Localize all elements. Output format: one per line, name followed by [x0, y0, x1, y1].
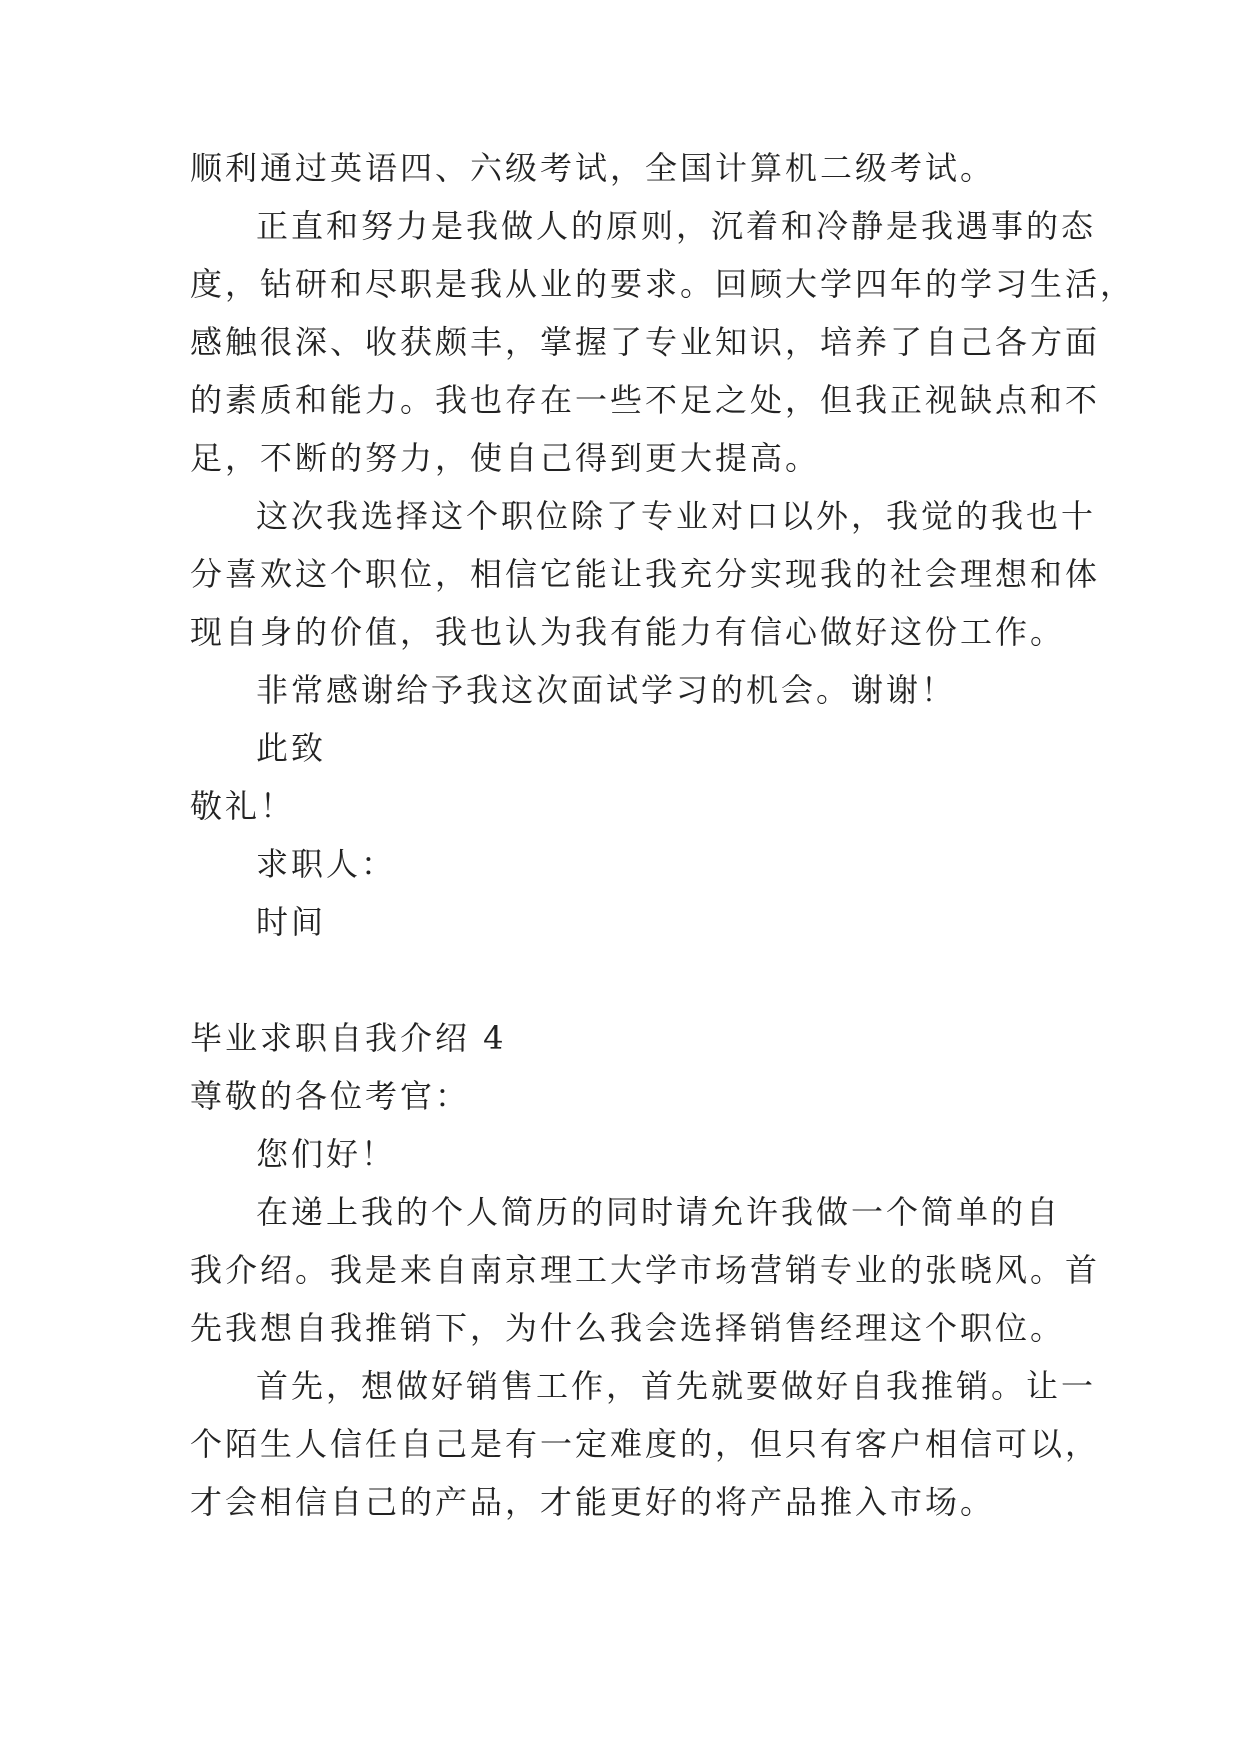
- paragraph-line: 非常感谢给予我这次面试学习的机会。谢谢！: [256, 671, 957, 709]
- signature-applicant: 求职人：: [256, 845, 397, 883]
- paragraph-line: 先我想自我推销下，为什么我会选择销售经理这个职位。: [190, 1309, 1066, 1347]
- paragraph-line: 在递上我的个人简历的同时请允许我做一个简单的自: [256, 1193, 1062, 1231]
- greeting-hello: 您们好！: [256, 1135, 397, 1173]
- paragraph-line: 现自身的价值，我也认为我有能力有信心做好这份工作。: [190, 613, 1066, 651]
- paragraph-line: 的素质和能力。我也存在一些不足之处，但我正视缺点和不: [190, 381, 1101, 419]
- signature-date: 时间: [256, 903, 327, 941]
- paragraph-line: 度，钻研和尽职是我从业的要求。回顾大学四年的学习生活，: [190, 265, 1136, 303]
- paragraph-line: 正直和努力是我做人的原则，沉着和冷静是我遇事的态: [256, 207, 1097, 245]
- paragraph-line: 分喜欢这个职位，相信它能让我充分实现我的社会理想和体: [190, 555, 1101, 593]
- closing-respect: 敬礼！: [190, 787, 296, 825]
- paragraph-line: 才会相信自己的产品，才能更好的将产品推入市场。: [190, 1483, 996, 1521]
- greeting: 尊敬的各位考官：: [190, 1077, 471, 1115]
- section-title: 毕业求职自我介绍 4: [190, 1019, 507, 1057]
- paragraph-line: 感触很深、收获颇丰，掌握了专业知识，培养了自己各方面: [190, 323, 1101, 361]
- paragraph-line: 足，不断的努力，使自己得到更大提高。: [190, 439, 821, 477]
- paragraph-line: 首先，想做好销售工作，首先就要做好自我推销。让一: [256, 1367, 1097, 1405]
- closing-salutation: 此致: [256, 729, 327, 767]
- paragraph-line: 我介绍。我是来自南京理工大学市场营销专业的张晓风。首: [190, 1251, 1101, 1289]
- paragraph-line: 个陌生人信任自己是有一定难度的，但只有客户相信可以，: [190, 1425, 1101, 1463]
- paragraph-line: 顺利通过英语四、六级考试，全国计算机二级考试。: [190, 149, 996, 187]
- paragraph-line: 这次我选择这个职位除了专业对口以外，我觉的我也十: [256, 497, 1097, 535]
